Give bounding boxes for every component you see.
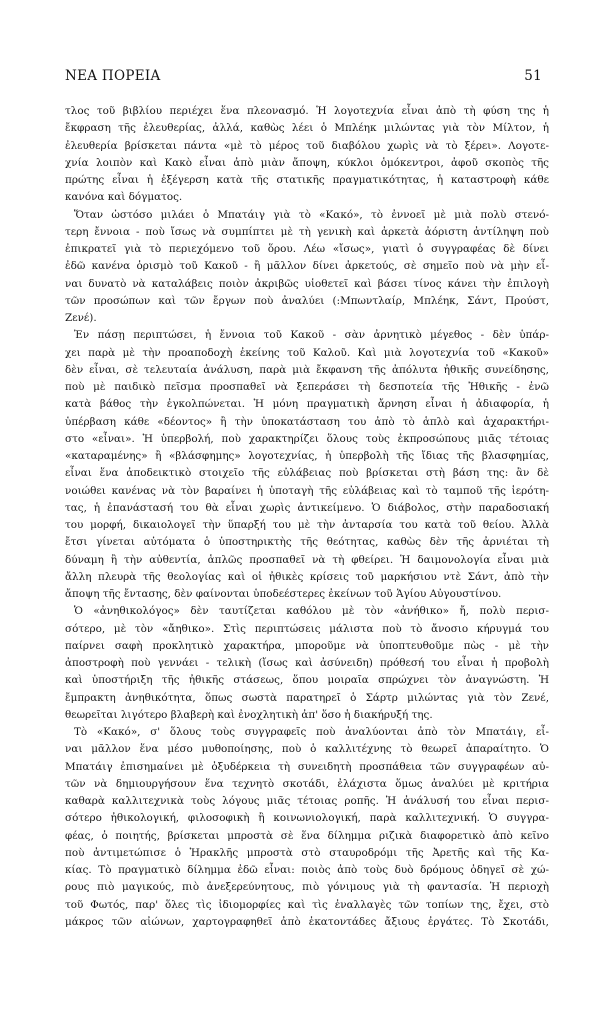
text-line: Ἐν πάσῃ περιπτώσει, ἡ ἔννοια τοῦ Κακοῦ - σὰν ἀρνητικὸ μέγεθος - δὲν ὑπάρ- <box>74 329 549 342</box>
text-line: ἄλλη πλευρὰ τῆς θεολογίας καὶ οἱ ἠθικὲς κρίσεις τοῦ μαρκήσιου ντὲ Σάντ, ἀπὸ τὴν <box>65 570 549 583</box>
text-line: τοῦ Φωτός, παρ' ὅλες τὶς ἰδιομορφίες καὶ τὶς ἐναλλαγὲς τῶν τοπίων της, ἔχει, στὸ <box>65 898 549 911</box>
running-header <box>65 68 542 84</box>
text-line: καὶ ὑποστήριξη τῆς ἠθικῆς στάσεως, ὅπου μοιραῖα σπρώχνει τὸν ἀναγνώστη. Ἡ <box>65 674 549 687</box>
text-line: τῶν προσώπων καὶ τῶν ἔργων ποὺ ἀναλύει (:Μπωντλαίρ, Μπλέηκ, Σάντ, Προύστ, <box>65 294 549 307</box>
text-line: δὲν εἶναι, σὲ τελευταία ἀνάλυση, παρὰ μιὰ ἔκφανση τῆς ἀπόλυτα ἠθικῆς συνείδησης, <box>65 363 549 376</box>
text-line: Μπατάιγ ἐπισημαίνει μὲ ὀξυδέρκεια τὴ συνειδητὴ προσπάθεια τῶν συγγραφέων αὐ- <box>65 760 549 773</box>
text-line: τας, ἡ ἐπανάστασή του θὰ εἶναι χωρὶς ἀντικείμενο. Ὁ διάβολος, στὴν παραδοσιακή <box>65 501 549 514</box>
text-line: «καταραμένης» ἢ «βλάσφημης» λογοτεχνίας, ἡ ὑπερβολὴ τῆς ἴδιας τῆς βλασφημίας, <box>65 450 549 462</box>
text-line: ἄποψη τῆς ἔντασης, δὲν φαίνονται ὑποδεέστερες ἐκείνων τοῦ Ἁγίου Αὐγουστίνου. <box>65 588 502 600</box>
text-line: φέας, ὁ ποιητής, βρίσκεται μπροστὰ σὲ ἕνα δίλημμα ριζικὰ διαφορετικὸ ἀπὸ κεῖνο <box>65 829 549 842</box>
text-line: θεωρεῖται λιγότερο βλαβερὴ καὶ ἐνοχλητικὴ ἀπ' ὅσο ἡ διακήρυξή της. <box>65 708 433 721</box>
text-line: κατὰ βάθος τὴν ἐγκολπώνεται. Ἡ μόνη πραγματικὴ ἄρνηση εἶναι ἡ ἀδιαφορία, ἡ <box>65 398 549 411</box>
text-line: ρους πιὸ μαγικούς, πιὸ ἀνεξερεύνητους, πιὸ γόνιμους γιὰ τὴ φαντασία. Ἡ περιοχὴ <box>65 881 549 894</box>
text-line: νοιώθει κανένας νὰ τὸν βαραίνει ἡ ὑποταγὴ τῆς εὐλάβειας καὶ τὸ ταμποῦ τῆς ἱερότη- <box>65 484 549 497</box>
text-line: κανόνα καὶ δόγματος. <box>65 191 183 204</box>
text-line: σότερο ἠθικολογική, φιλοσοφικὴ ἢ κοινωνιολογική, παρὰ καλλιτεχνική. Ὁ συγγρα- <box>65 812 549 825</box>
text-line: Ζενέ). <box>65 312 97 324</box>
text-line: ποὺ ἀντιμετώπισε ὁ Ἡρακλῆς μπροστὰ στὸ σταυροδρόμι τῆς Ἀρετῆς καὶ τῆς Κα- <box>65 846 549 859</box>
text-line: Ὁ «ἀνηθικολόγος» δὲν ταυτίζεται καθόλου μὲ τὸν «ἀνήθικο» ἤ, πολὺ περισ- <box>74 605 549 618</box>
body-text <box>65 103 549 931</box>
page-number: 51 <box>524 68 542 84</box>
text-line: πρώτης εἶναι ἡ ἐξέγερση κατὰ τῆς στατικῆς πραγματικότητας, ἡ καταστροφὴ κάθε <box>65 174 549 186</box>
running-title: ΝΕΑ ΠΟΡΕΙΑ <box>65 68 161 84</box>
text-line: εἶναι ἕνα ἀποδεικτικὸ στοιχεῖο τῆς εὐλάβειας ποὺ βρίσκεται στὴ βάση της: ἂν δὲ <box>65 467 549 480</box>
text-line: καθαρὰ καλλιτεχνικὰ τοὺς λόγους μιᾶς τέτοιας ροπῆς. Ἡ ἀνάλυσή του εἶναι περισ- <box>65 795 549 807</box>
text-line: ἔτσι γίνεται αὐτόματα ὁ ὑποστηρικτὴς τῆς θεότητας, καθὼς δὲν τῆς ἀρνιέται τὴ <box>65 536 549 549</box>
text-line: ναι δυνατὸ νὰ καταλάβεις ποιὸν ἀκριβῶς υἱοθετεῖ καὶ βάσει τίνος κάνει τὴν ἐπιλογὴ <box>65 277 549 290</box>
text-line: ὑπέρβαση κάθε «δέοντος» ἢ τὴν ὑποκατάσταση του ἀπὸ τὸ ἁπλὸ καὶ ἀχαρακτήρι- <box>65 415 549 428</box>
text-line: δύναμη ἢ τὴν αὐθεντία, ἁπλῶς προσπαθεῖ νὰ τὴ φθείρει. Ἡ δαιμονολογία εἶναι μιὰ <box>65 553 549 566</box>
text-line: ἐπικρατεῖ γιὰ τὸ περιεχόμενο τοῦ ὅρου. Λέω «ἴσως», γιατὶ ὁ συγγραφέας δὲ δίνει <box>65 243 549 255</box>
text-line: ναι μᾶλλον ἕνα μέσο μυθοποίησης, ποὺ ὁ καλλιτέχνης τὸ θεωρεῖ ἀπαραίτητο. Ὁ <box>65 743 549 756</box>
text-line: χνία λοιπὸν καὶ Κακὸ εἶναι ἀπὸ μιὰν ἄποψη, κύκλοι ὁμόκεντροι, ἀφοῦ σκοπὸς τῆς <box>65 156 549 169</box>
text-line: στο «εἶναι». Ἡ ὑπερβολή, ποὺ χαρακτηρίζει ὅλους τοὺς ἐκπροσώπους μιᾶς τέτοιας <box>65 432 549 445</box>
text-line: σότερο, μὲ τὸν «ἄηθικο». Στὶς περιπτώσεις μάλιστα ποὺ τὸ ἄνοσιο κήρυγμά του <box>65 622 549 635</box>
text-line: κίας. Τὸ πραγματικὸ δίλημμα ἐδῶ εἶναι: ποιὸς ἀπὸ τοὺς δυὸ δρόμους ὁδηγεῖ σὲ χώ- <box>65 864 549 876</box>
text-line: ποὺ μὲ παιδικὸ πεῖσμα προσπαθεῖ νὰ ξεπεράσει τὴ δεσποτεία τῆς Ἠθικῆς - ἐνῶ <box>65 381 549 393</box>
text-line: Ὅταν ὡστόσο μιλάει ὁ Μπατάιγ γιὰ τὸ «Κακό», τὸ ἐννοεῖ μὲ μιὰ πολὺ στενό- <box>74 208 549 221</box>
text-line: παίρνει σαφὴ προκλητικὸ χαρακτήρα, μποροῦμε νὰ ὑποπτευθοῦμε πὼς - μὲ τὴν <box>65 639 549 652</box>
text-line: ἐδῶ κανένα ὁρισμὸ τοῦ Κακοῦ - ἢ μᾶλλον δίνει ἀρκετούς, σὲ σημεῖο ποὺ νὰ μὴν εἶ- <box>65 260 549 273</box>
text-line: του μορφή, δικαιολογεῖ τὴν ὕπαρξή του μὲ τὴν ἀνταρσία του κατὰ τοῦ θείου. Ἀλλὰ <box>65 519 549 531</box>
text-line: ἔμπρακτη ἀνηθικότητα, ὅπως σωστὰ παρατηρεῖ ὁ Σάρτρ μιλώντας γιὰ τὸν Ζενέ, <box>65 691 549 704</box>
text-line: ἐλευθερία βρίσκεται πάντα «μὲ τὸ μέρος τοῦ διαβόλου χωρὶς νὰ τὸ ξέρει». Λογοτε- <box>65 139 549 152</box>
text-line: τῶν νὰ δημιουργήσουν ἕνα τεχνητὸ σκοτάδι, ἐλάχιστα ὅμως ἀναλύει μὲ κριτήρια <box>65 777 549 790</box>
text-line: τερη ἔννοια - ποὺ ἴσως νὰ συμπίπτει μὲ τὴ γενικὴ καὶ ἀρκετὰ ἀόριστη ἀντίληψη ποὺ <box>65 225 549 238</box>
text-line: χει παρὰ μὲ τὴν προαποδοχὴ ἐκείνης τοῦ Καλοῦ. Καὶ μιὰ λογοτεχνία τοῦ «Κακοῦ» <box>65 346 549 359</box>
text-line: ἔκφραση τῆς ἐλευθερίας, ἀλλά, καθὼς λέει ὁ Μπλέηκ μιλώντας γιὰ τὸν Μίλτον, ἡ <box>65 122 549 135</box>
text-line: τλος τοῦ βιβλίου περιέχει ἕνα πλεονασμό. Ἡ λογοτεχνία εἶναι ἀπὸ τὴ φύση της ἡ <box>65 105 549 117</box>
text-line: μάκρος τῶν αἰώνων, χαρτογραφηθεῖ ἀπὸ ἑκατοντάδες ἄξιους ἐργάτες. Τὸ Σκοτάδι, <box>65 915 549 928</box>
text-line: Τὸ «Κακό», σ' ὅλους τοὺς συγγραφεῖς ποὺ ἀναλύονται ἀπὸ τὸν Μπατάιγ, εἶ- <box>74 726 549 738</box>
text-line: ἀποστροφὴ ποὺ γεννάει - τελικὴ (ἴσως καὶ ἀσύνειδη) πρόθεσή του εἶναι ἡ προβολὴ <box>65 657 549 669</box>
